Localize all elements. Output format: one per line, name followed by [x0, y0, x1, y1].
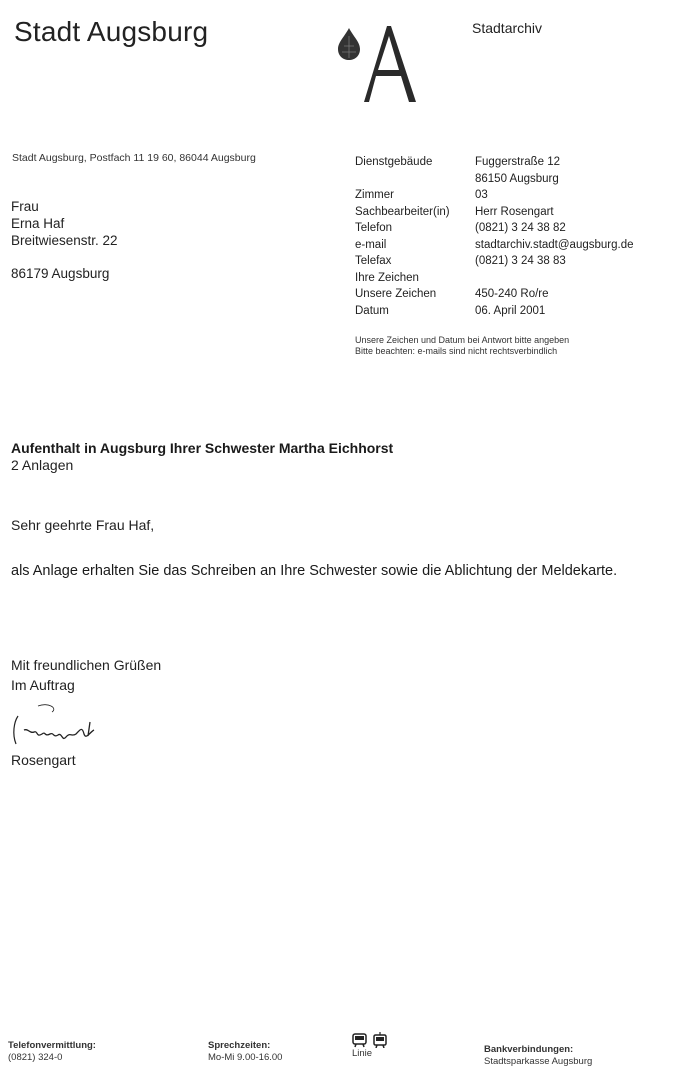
footer-hours: [208, 1040, 282, 1064]
meta-value: 86150 Augsburg: [475, 172, 559, 185]
meta-value: stadtarchiv.stadt@augsburg.de: [475, 238, 634, 251]
footer-phone-value: (0821) 324-0: [8, 1052, 63, 1063]
augsburg-logo-icon: [330, 14, 430, 106]
meta-row: [355, 286, 634, 303]
meta-label: Ihre Zeichen: [355, 271, 419, 284]
reply-note-line1: Unsere Zeichen und Datum bei Antwort bitte angeben: [355, 335, 570, 345]
meta-row: [355, 270, 634, 287]
city-title: Stadt Augsburg: [14, 16, 209, 47]
handwritten-signature: [8, 704, 158, 754]
recipient-street: Breitwiesenstr. 22: [11, 233, 118, 248]
footer-transit-label: Linie: [352, 1048, 373, 1059]
footer-transit: [352, 1032, 392, 1060]
meta-row: [355, 220, 634, 237]
signature-name: Rosengart: [11, 752, 76, 768]
meta-value: (0821) 3 24 38 83: [475, 255, 566, 267]
footer-phone: [8, 1040, 96, 1064]
recipient-salutation: Frau: [11, 199, 39, 214]
footer-hours-label: Sprechzeiten:: [208, 1040, 271, 1051]
footer-bank-value: Stadtsparkasse Augsburg: [484, 1056, 593, 1067]
closing-line1: Mit freundlichen Grüßen: [11, 657, 162, 673]
reply-note-line2: Bitte beachten: e-mails sind nicht rechtsverbindlich: [355, 345, 558, 356]
meta-row: [355, 253, 634, 270]
meta-row: [355, 237, 634, 254]
letter-closing: [11, 655, 161, 695]
meta-label: e-mail: [355, 238, 387, 251]
footer-bank-label: Bankverbindungen:: [484, 1044, 574, 1055]
reply-note: [355, 335, 569, 356]
meta-label: Telefax: [355, 255, 392, 267]
meta-value: 450-240 Ro/re: [475, 288, 549, 300]
meta-value: (0821) 3 24 38 82: [475, 222, 566, 234]
meta-label: Unsere Zeichen: [355, 288, 437, 300]
letter-greeting: Sehr geehrte Frau Haf,: [11, 517, 155, 533]
meta-row: [355, 204, 634, 221]
department-name: Stadtarchiv: [472, 20, 543, 36]
meta-row: [355, 154, 634, 171]
meta-label: Telefon: [355, 222, 393, 234]
recipient-name: Erna Haf: [11, 216, 65, 231]
footer-bank: [484, 1044, 592, 1068]
meta-value: 06. April 2001: [475, 304, 546, 317]
meta-label: Dienstgebäude: [355, 156, 433, 168]
footer-hours-value: Mo-Mi 9.00-16.00: [208, 1052, 283, 1063]
meta-value: Herr Rosengart: [475, 205, 554, 218]
recipient-address: [11, 198, 118, 282]
meta-label: Zimmer: [355, 189, 394, 201]
footer-phone-label: Telefonvermittlung:: [8, 1040, 96, 1051]
letter-body: als Anlage erhalten Sie das Schreiben an Ihre Schwester sowie die Ablichtung der Meldekarte.: [11, 563, 618, 579]
closing-line2: Im Auftrag: [11, 677, 75, 693]
meta-row: [355, 187, 634, 204]
bus-tram-icon: [352, 1032, 392, 1048]
meta-label: Sachbearbeiter(in): [355, 205, 450, 218]
sender-line: Stadt Augsburg, Postfach 11 19 60, 86044 Augsburg: [12, 152, 256, 164]
letter-attachments: 2 Anlagen: [11, 457, 74, 473]
meta-label: [355, 171, 475, 188]
recipient-city: 86179 Augsburg: [11, 266, 110, 281]
letter-subject: Aufenthalt in Augsburg Ihrer Schwester Martha Eichhorst: [11, 440, 394, 456]
meta-value: Fuggerstraße 12: [475, 156, 561, 168]
meta-row: [355, 303, 634, 320]
meta-value: 03: [475, 189, 488, 201]
meta-label: Datum: [355, 304, 389, 317]
reference-block: [355, 154, 634, 319]
meta-row: [355, 171, 634, 188]
